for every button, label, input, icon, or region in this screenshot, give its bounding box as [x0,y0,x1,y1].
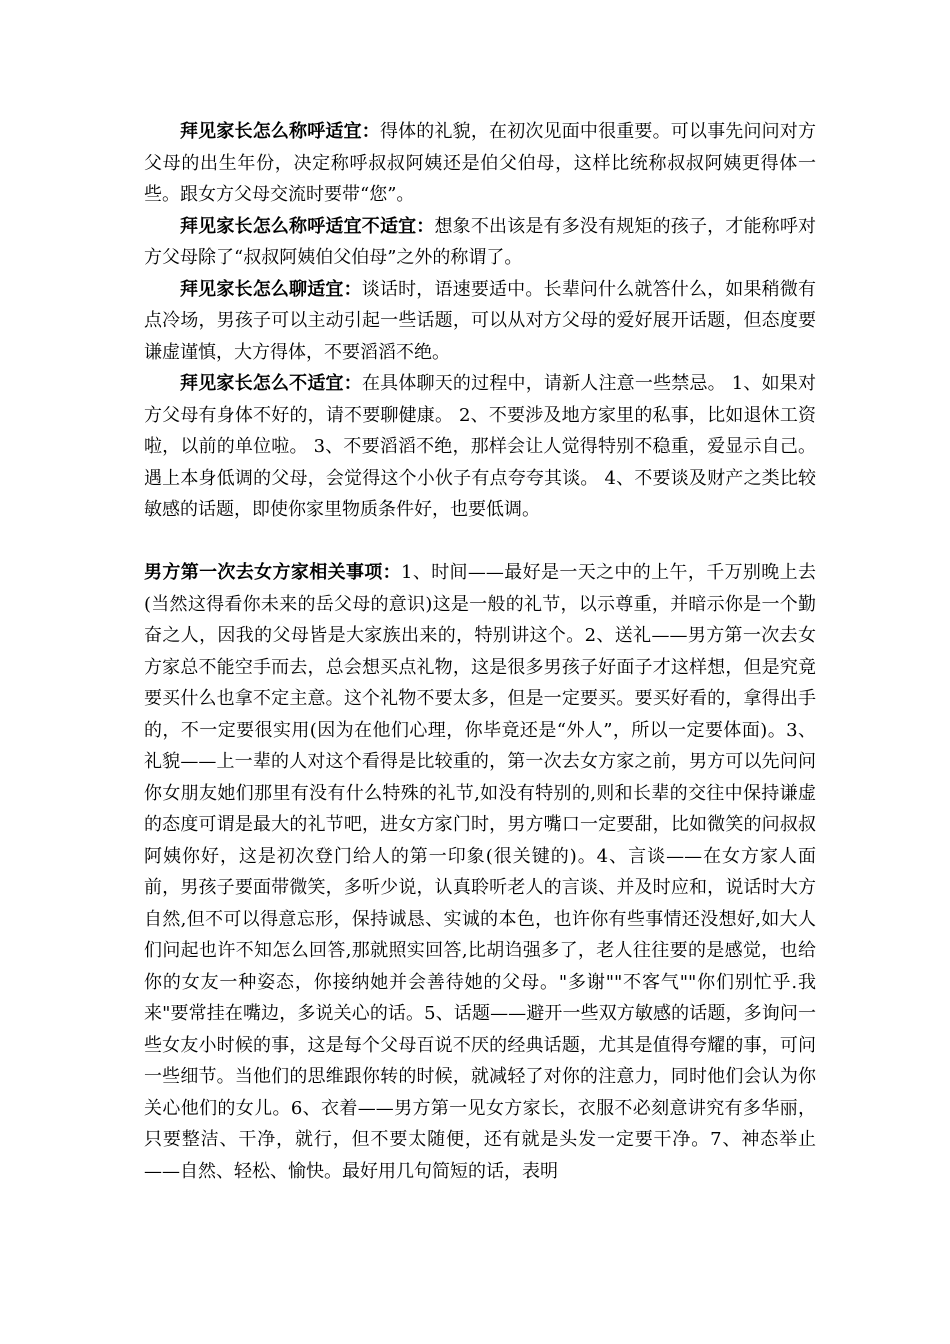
paragraph-lead: 拜见家长怎么不适宜： [180,373,362,394]
paragraph-text: 得体的礼貌，在初次见面中很重要。可以事先问问对方父母的出生年份，决定称呼叔叔阿姨还是伯父伯母，这样比统称叔叔阿姨更得体一些。跟女方父母交流时要带“您”。 [144,121,817,205]
paragraph-text: 想象不出该是有多没有规矩的孩子，才能称呼对方父母除了“叔叔阿姨伯父伯母”之外的称谓了。 [144,215,817,268]
paragraph-lead: 拜见家长怎么称呼适宜： [180,121,380,142]
paragraph-text: 在具体聊天的过程中，请新人注意一些禁忌。 1、如果对方父母有身体不好的，请不要聊健康。 2、不要涉及地方家里的私事，比如退休工资啦，以前的单位啦。 3、不要滔滔不绝，那样会让人觉得特别不稳重，爱显示自己。遇上本身低调的父母，会觉得这个小伙子有点夸夸其谈。 4、不要谈及财产之类比较敏感的话题，即使你家里物质条件好，也要低调。 [144,373,817,520]
paragraph-first-visit [144,557,816,1187]
paragraph-chat-appropriate [144,274,816,369]
paragraph-address-appropriate [144,116,816,211]
document-body [144,116,816,1187]
paragraph-gap [144,526,816,558]
paragraph-lead: 拜见家长怎么聊适宜： [180,278,362,300]
paragraph-taboos [144,368,816,526]
paragraph-lead: 男方第一次去女方家相关事项： [144,562,402,583]
paragraph-address-inappropriate [144,211,816,274]
paragraph-text: 谈话时，语速要适中。长辈问什么就答什么，如果稍微有点冷场，男孩子可以主动引起一些话题，可以从对方父母的爱好展开话题，但态度要谦虚谨慎，大方得体，不要滔滔不绝。 [144,278,816,363]
paragraph-lead: 拜见家长怎么称呼适宜不适宜： [180,215,435,237]
paragraph-text: 1、时间——最好是一天之中的上午，千万别晚上去(当然这得看你未来的岳父母的意识)这是一般的礼节，以示尊重，并暗示你是一个勤奋之人，因我的父母皆是大家族出来的，特别讲这个。2、送礼——男方第一次去女方家总不能空手而去，总会想买点礼物，这是很多男孩子好面子才这样想，但是究竟要买什么也拿不定主意。这个礼物不要太多，但是一定要买。要买好看的，拿得出手的，不一定要很实用(因为在他们心理，你毕竟还是“外人”，所以一定要体面)。3、礼貌——上一辈的人对这个看得是比较重的，第一次去女方家之前，男方可以先问问你女朋友她们那里有没有什么特殊的礼节,如没有特别的,则和长辈的交往中保持谦虚的态度可谓是最大的礼节吧，进女方家门时，男方嘴口一定要甜，比如微笑的问叔叔阿姨你好，这是初次登门给人的第一印象(很关键的)。4、言谈——在女方家人面前，男孩子要面带微笑，多听少说，认真聆听老人的言谈、并及时应和，说话时大方自然,但不可以得意忘形，保持诚恳、实诚的本色，也许你有些事情还没想好,如大人们问起也许不知怎么回答,那就照实回答,比胡诌强多了，老人往往要的是感觉，也给你的女友一种姿态，你接纳她并会善待她的父母。"多谢""不客气""你们别忙乎.我来"要常挂在嘴边，多说关心的话。5、话题——避开一些双方敏感的话题，多询问一些女友小时候的事，这是每个父母百说不厌的经典话题，尤其是值得夸耀的事，可问一些细节。当他们的思维跟你转的时候，就减轻了对你的注意力，同时他们会认为你关心他们的女儿。6、衣着——男方第一见女方家长，衣服不必刻意讲究有多华丽，只要整洁、干净，就行，但不要太随便，还有就是头发一定要干净。7、神态举止——自然、轻松、愉快。最好用几句简短的话，表明 [144,562,817,1182]
